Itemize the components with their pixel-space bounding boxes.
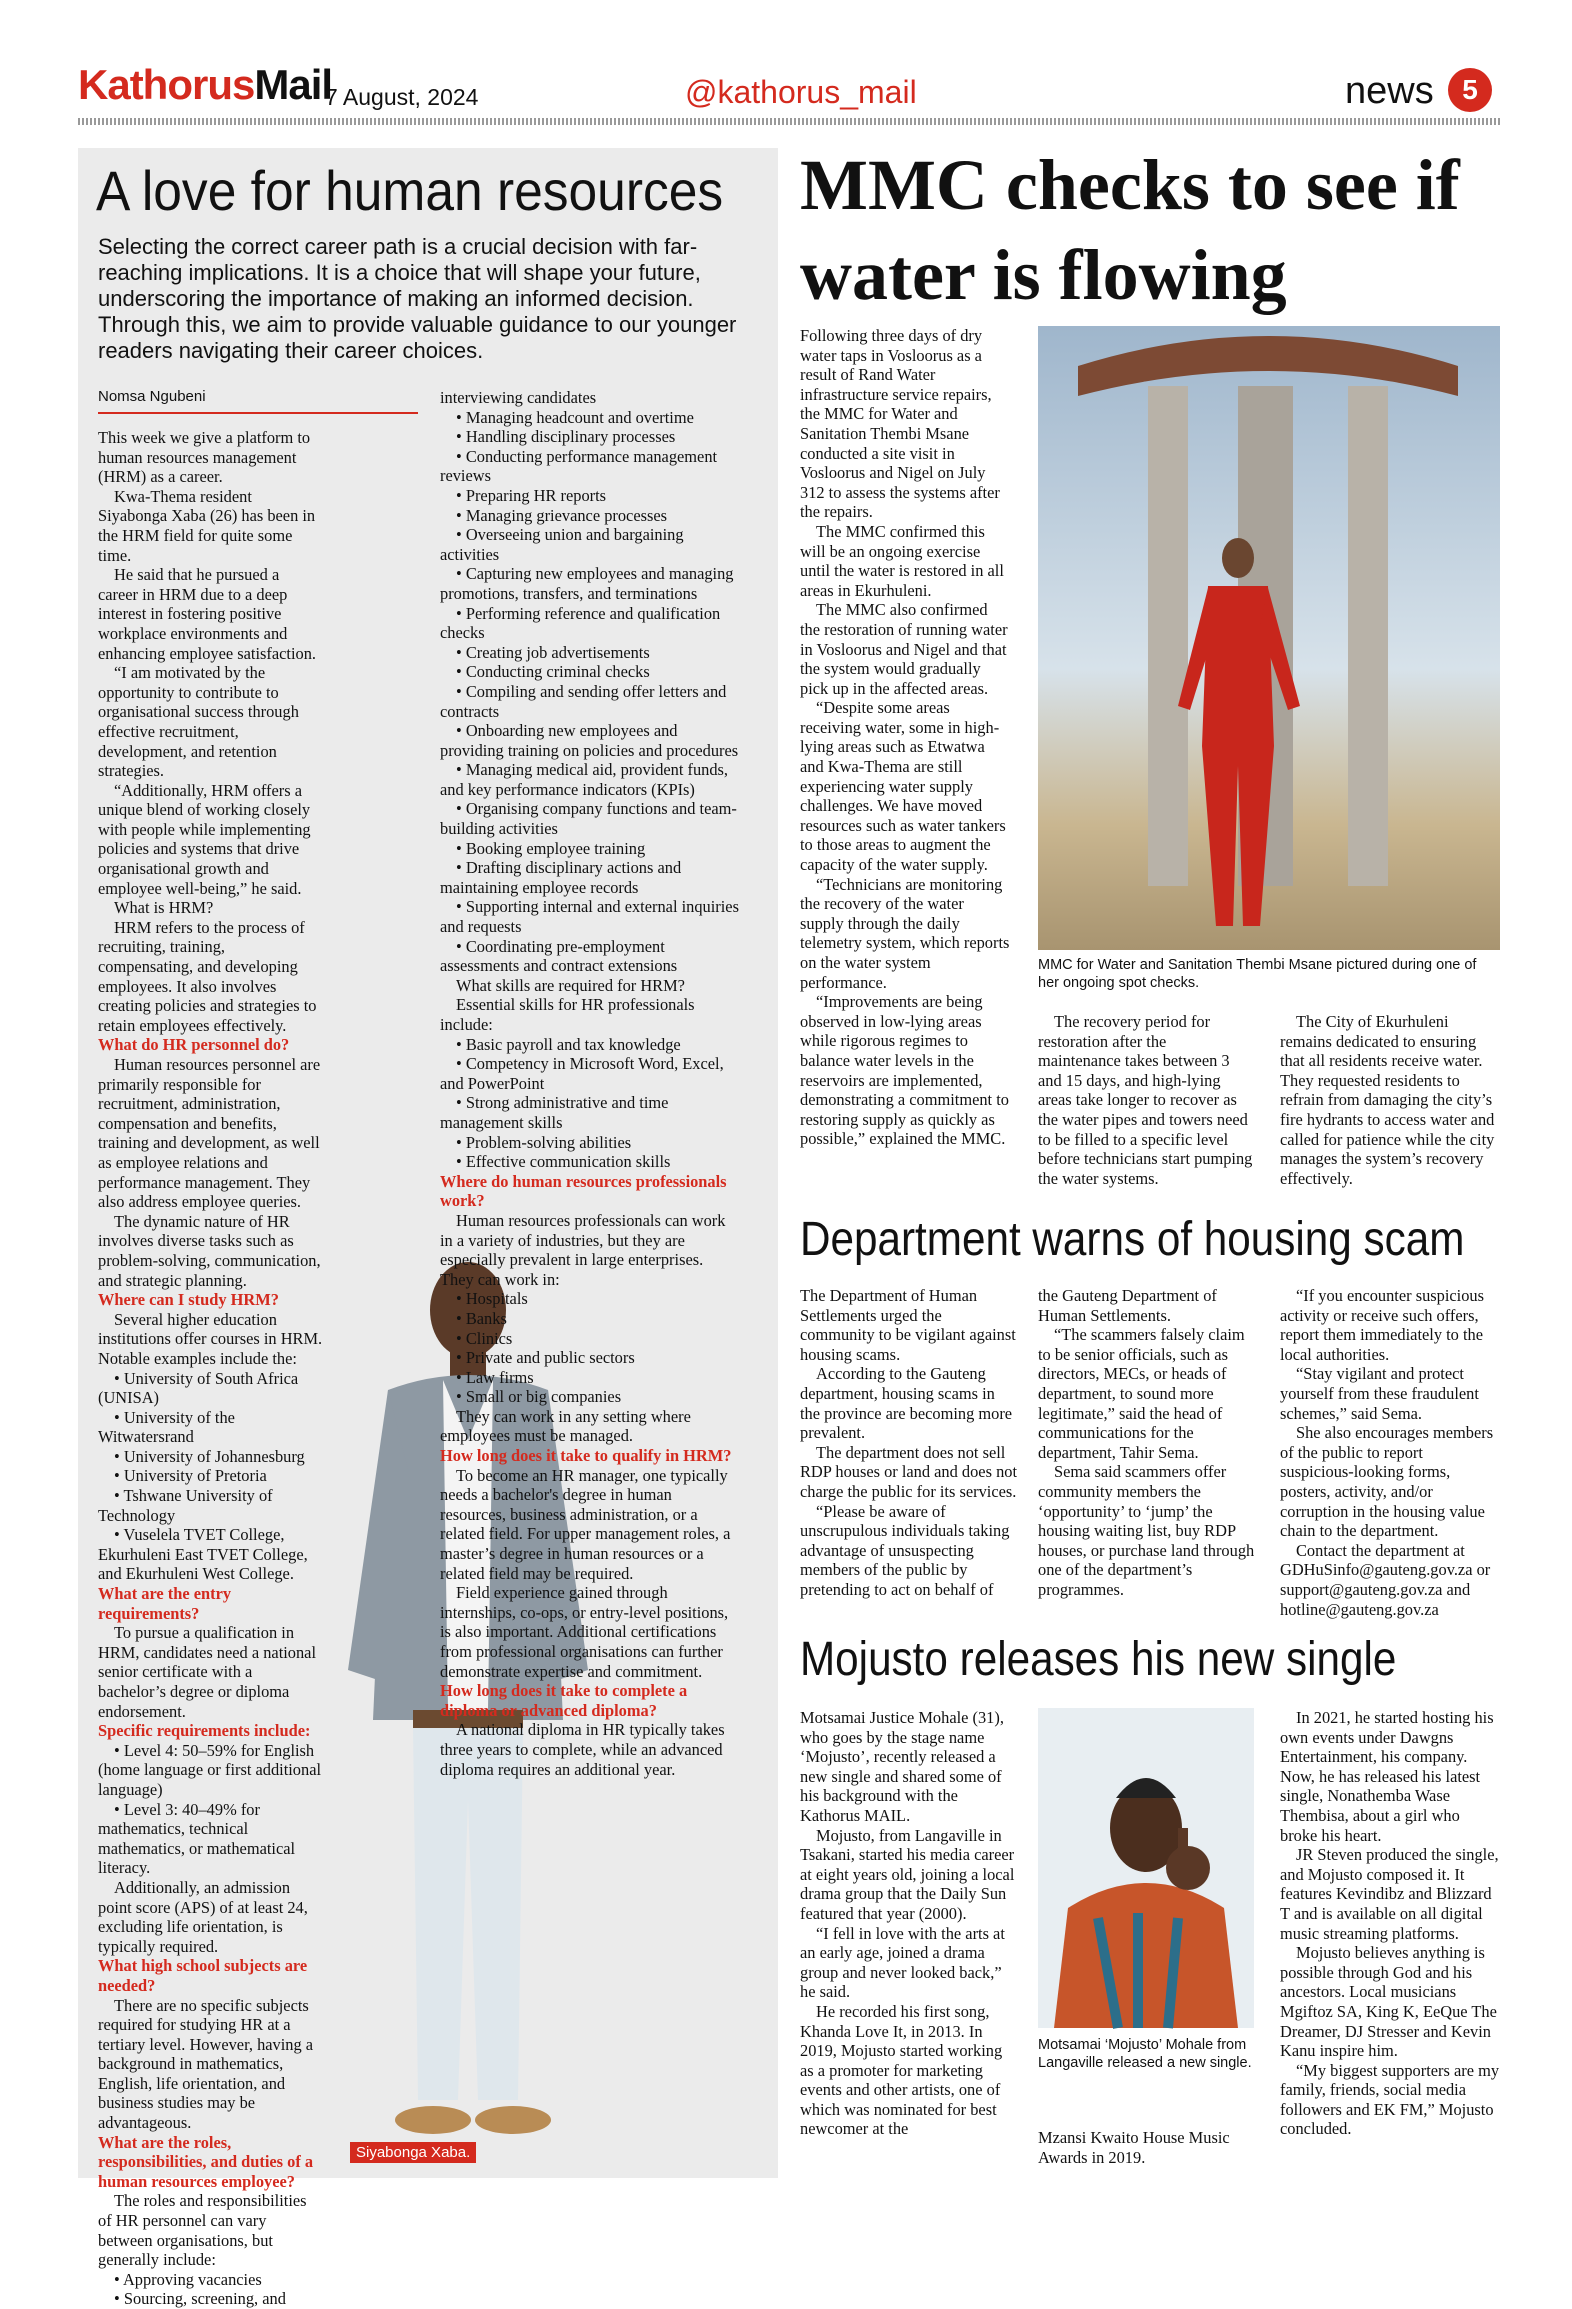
paragraph: This week we give a platform to human resources management (HRM) as a career. bbox=[98, 428, 311, 487]
paragraph: Human resources professionals can work in a variety of industries, but they are especially prevalent in large enterprises. They can work in: bbox=[440, 1210, 726, 1289]
housing-column-1 bbox=[800, 1286, 1018, 1600]
bullet-item: • Overseeing union and bargaining activities bbox=[440, 525, 740, 564]
paragraph: The MMC confirmed this will be an ongoing exercise until the water is restored in all areas in Ekurhuleni. bbox=[800, 521, 1004, 600]
bullet-item: • Managing headcount and overtime bbox=[440, 408, 740, 428]
mojusto-column-3 bbox=[1280, 1708, 1500, 2139]
paragraph: the Gauteng Department of Human Settlements. bbox=[1038, 1286, 1217, 1325]
paragraph: Additionally, an admission point score (APS) of at least 24, excluding life orientation, is typically required. bbox=[98, 1877, 308, 1956]
bullet-item: • Approving vacancies bbox=[98, 2270, 323, 2290]
paragraph: “I fell in love with the arts at an early age, joined a drama group and never looked back,” he said. bbox=[800, 1923, 1005, 2002]
bullet-item: • Coordinating pre-employment assessments and contract extensions bbox=[440, 937, 740, 976]
byline-rule bbox=[98, 412, 418, 414]
paragraph: The dynamic nature of HR involves diverse tasks such as problem-solving, communication, and strategic planning. bbox=[98, 1211, 321, 1290]
mojusto-photo-caption: Motsamai ‘Mojusto’ Mohale from Langaville released a new single. bbox=[1038, 2037, 1252, 2071]
page-number-badge: 5 bbox=[1448, 68, 1492, 112]
paragraph: What skills are required for HRM? bbox=[456, 975, 685, 995]
paragraph: The City of Ekurhuleni remains dedicated to ensuring that all residents receive water. They requested residents to refrain from damaging the city’s fire hydrants to access water and called for patience while the city manages the system’s recovery effectively. bbox=[1280, 1012, 1495, 1188]
subheading: How long does it take to qualify in HRM? bbox=[440, 1446, 732, 1466]
paragraph: The recovery period for restoration after the maintenance takes between 3 and 15 days, and high-lying areas take longer to recover as the water pipes and towers need to be filled to a specific level before technicians start pumping the water systems. bbox=[1038, 1012, 1253, 1188]
paragraph: Field experience gained through internships, co-ops, or entry-level positions, is also important. Additional certifications from professional organisations can further demonstrate expertise and commitment. bbox=[440, 1583, 729, 1681]
hr-byline: Nomsa Ngubeni bbox=[98, 388, 206, 405]
paragraph: He recorded his first song, Khanda Love It, in 2013. In 2019, Mojusto started working as a promoter for marketing events and other artists, one of which was nominated for best newcomer at the bbox=[800, 2001, 1003, 2139]
paragraph: Sema said scammers offer community members the ‘opportunity’ to ‘jump’ the housing waiting list, buy RDP houses, or purchase land through one of the department’s programmes. bbox=[1038, 1462, 1255, 1599]
logo-part-kathorus: Kathorus bbox=[78, 61, 255, 108]
mojusto-article-title: Mojusto releases his new single bbox=[800, 1633, 1397, 1686]
paragraph: Following three days of dry water taps in Vosloorus as a result of Rand Water infrastructure service repairs, the MMC for Water and Sanitation Thembi Msane conducted a site visit in Vosloorus and Nigel on July 312 to assess the systems after the repairs. bbox=[800, 326, 1000, 522]
issue-date: 7 August, 2024 bbox=[325, 84, 479, 110]
hr-photo-caption: Siyabonga Xaba. bbox=[350, 2142, 476, 2163]
subheading: What high school subjects are needed? bbox=[98, 1956, 308, 1995]
mojusto-photo bbox=[1038, 1708, 1254, 2028]
paragraph: “Despite some areas receiving water, some in high-lying areas such as Etwatwa and Kwa-Thema are still experiencing water supply challenges. We have moved resources such as water tankers to those areas to augment the capacity of the water supply. bbox=[800, 698, 1006, 875]
paragraph: To pursue a qualification in HRM, candidates need a national senior certificate with a bachelor’s degree or diploma endorsement. bbox=[98, 1623, 317, 1721]
paragraph: There are no specific subjects required for studying HR at a tertiary level. However, having a background in mathematics, English, life orientation, and business studies may be advantageous. bbox=[98, 1995, 314, 2133]
paragraph: JR Steven produced the single, and Mojusto composed it. It features Kevindibz and Blizzard T and is available on all digital music streaming platforms. bbox=[1280, 1845, 1499, 1943]
paragraph: The department does not sell RDP houses or land and does not charge the public for its services. bbox=[800, 1442, 1018, 1501]
bullet-item: • Tshwane University of Technology bbox=[98, 1486, 323, 1525]
subheading: What are the roles, responsibilities, and duties of a human resources employee? bbox=[98, 2132, 314, 2191]
paragraph: Essential skills for HR professionals include: bbox=[440, 995, 695, 1034]
paragraph: “If you encounter suspicious activity or receive such offers, report them immediately to the local authorities. bbox=[1280, 1286, 1484, 1364]
paragraph: “Improvements are being observed in low-lying areas while rigorous regimes to balance water levels in the reservoirs are implemented, demonstrating a commitment to restoring supply as quickly as possible,” explained the MMC. bbox=[800, 992, 1009, 1149]
housing-article-title: Department warns of housing scam bbox=[800, 1213, 1465, 1266]
bullet-item: • Private and public sectors bbox=[440, 1348, 740, 1368]
bullet-item: • Banks bbox=[440, 1309, 740, 1329]
bullet-item: • Drafting disciplinary actions and maintaining employee records bbox=[440, 858, 740, 897]
water-column-2 bbox=[1038, 1012, 1253, 1188]
paragraph: The Department of Human Settlements urged the community to be vigilant against housing scams. bbox=[800, 1286, 1016, 1364]
bullet-item: • Performing reference and qualification checks bbox=[440, 604, 740, 643]
paragraph: “My biggest supporters are my family, friends, social media followers and EK FM,” Mojusto concluded. bbox=[1280, 2060, 1500, 2139]
paragraph: Contact the department at GDHuSinfo@gauteng.gov.za or support@gauteng.gov.za and hotline@gauteng.gov.za bbox=[1280, 1540, 1491, 1619]
thembi-msane-photo bbox=[1038, 326, 1500, 950]
paragraph: HRM refers to the process of recruiting, training, compensating, and developing employees. It also involves creating policies and strategies to retain employees effectively. bbox=[98, 917, 317, 1035]
paragraph: “Additionally, HRM offers a unique blend of working closely with people while implementing policies and systems that drive organisational growth and employee well-being,” he said. bbox=[98, 780, 311, 898]
bullet-item: • Managing medical aid, provident funds, and key performance indicators (KPIs) bbox=[440, 760, 740, 799]
water-column-3 bbox=[1280, 1012, 1500, 1188]
masthead-logo bbox=[78, 61, 333, 108]
bullet-item: • Sourcing, screening, and bbox=[98, 2289, 323, 2309]
bullet-item: • Law firms bbox=[440, 1368, 740, 1388]
water-photo-caption: MMC for Water and Sanitation Thembi Msane pictured during one of her ongoing spot checks. bbox=[1038, 957, 1477, 991]
paragraph: Motsamai Justice Mohale (31), who goes by the stage name ‘Mojusto’, recently released a new single and shared some of his background with the Kathorus MAIL. bbox=[800, 1708, 1004, 1825]
paragraph: She also encourages members of the public to report suspicious-looking forms, posters, activity, and/or corruption in the housing value chain to the department. bbox=[1280, 1423, 1494, 1541]
bullet-item: • Competency in Microsoft Word, Excel, and PowerPoint bbox=[440, 1054, 740, 1093]
section-label: news bbox=[1345, 70, 1434, 112]
bullet-item: • Creating job advertisements bbox=[440, 643, 740, 663]
hr-article-title: A love for human resources bbox=[96, 159, 724, 222]
mojusto-column-1 bbox=[800, 1708, 1018, 2139]
paragraph: Human resources personnel are primarily responsible for recruitment, administration, compensation and benefits, training and development, as well as employee relations and performance management. They also address employee queries. bbox=[98, 1055, 321, 1212]
subheading: What do HR personnel do? bbox=[98, 1035, 290, 1055]
paragraph: According to the Gauteng department, housing scams in the province are becoming more prevalent. bbox=[800, 1364, 1013, 1443]
bullet-item: • Managing grievance processes bbox=[440, 506, 740, 526]
paragraph: Several higher education institutions offer courses in HRM. Notable examples include the: bbox=[98, 1309, 323, 1368]
paragraph: The roles and responsibilities of HR personnel can vary between organisations, but generally include: bbox=[98, 2191, 307, 2270]
subheading: How long does it take to complete a diploma or advanced diploma? bbox=[440, 1681, 688, 1720]
paragraph: The MMC also confirmed the restoration of running water in Vosloorus and Nigel and that the system would gradually pick up in the affected areas. bbox=[800, 600, 1008, 698]
hr-article-intro: Selecting the correct career path is a crucial decision with far-reaching implications. It is a choice that will shape your future, underscoring the importance of making an informed decision. Through this, we aim to provide valuable guidance to our younger readers navigating their career choices. bbox=[98, 234, 737, 363]
bullet-item: • Basic payroll and tax knowledge bbox=[440, 1035, 740, 1055]
bullet-item: • Problem-solving abilities bbox=[440, 1133, 740, 1153]
paragraph: They can work in any setting where employees must be managed. bbox=[440, 1406, 691, 1446]
bullet-item: • University of South Africa (UNISA) bbox=[98, 1369, 323, 1408]
water-column-1 bbox=[800, 326, 1010, 1149]
bullet-item: • Organising company functions and team-building activities bbox=[440, 799, 740, 838]
paragraph: In 2021, he started hosting his own events under Dawgns Entertainment, his company. Now, he has released his latest single, Nonathemba Wase Thembisa, about a girl who broke his heart. bbox=[1280, 1708, 1494, 1845]
paragraph: “I am motivated by the opportunity to contribute to organisational success through effective recruitment, development, and retention strategies. bbox=[98, 663, 299, 781]
bullet-item: • Level 4: 50–59% for English (home language or first additional language) bbox=[98, 1741, 323, 1800]
paragraph: interviewing candidates bbox=[440, 388, 597, 407]
bullet-item: • Compiling and sending offer letters and contracts bbox=[440, 682, 740, 721]
subheading: Where can I study HRM? bbox=[98, 1290, 279, 1310]
housing-column-3 bbox=[1280, 1286, 1500, 1619]
bullet-item: • Capturing new employees and managing promotions, transfers, and terminations bbox=[440, 564, 740, 603]
bullet-item: • Level 3: 40–49% for mathematics, technical mathematics, or mathematical literacy. bbox=[98, 1800, 323, 1878]
subheading: Specific requirements include: bbox=[98, 1721, 311, 1741]
bullet-item: • University of the Witwatersrand bbox=[98, 1408, 323, 1447]
paragraph: Kwa-Thema resident Siyabonga Xaba (26) has been in the HRM field for quite some time. bbox=[98, 486, 316, 565]
bullet-item: • Booking employee training bbox=[440, 839, 740, 859]
paragraph: He said that he pursued a career in HRM due to a deep interest in fostering positive workplace environments and enhancing employee satisfaction. bbox=[98, 565, 317, 663]
paragraph: “Technicians are monitoring the recovery of the water supply through the daily telemetry system, which reports on the water system performance. bbox=[800, 874, 1010, 992]
paragraph: “Please be aware of unscrupulous individuals taking advantage of unsuspecting members of the public by pretending to act on behalf of bbox=[800, 1501, 1010, 1599]
paragraph: “The scammers falsely claim to be senior officials, such as directors, MECs, or heads of department, to sound more legitimate,” said the head of communications for the department, Tahir Sema. bbox=[1038, 1325, 1245, 1462]
bullet-item: • Supporting internal and external inquiries and requests bbox=[440, 897, 740, 936]
bullet-item: • Vuselela TVET College, Ekurhuleni East TVET College, and Ekurhuleni West College. bbox=[98, 1525, 323, 1584]
bullet-item: • Effective communication skills bbox=[440, 1152, 740, 1172]
subheading: Where do human resources professionals work? bbox=[440, 1171, 727, 1211]
paragraph: What is HRM? bbox=[114, 898, 214, 918]
social-handle: @kathorus_mail bbox=[685, 74, 917, 110]
paragraph: Mojusto, from Langaville in Tsakani, started his media career at eight years old, joining a local drama group that the Daily Sun featured that year (2000). bbox=[800, 1825, 1015, 1923]
bullet-item: • Preparing HR reports bbox=[440, 486, 740, 506]
bullet-item: • Onboarding new employees and providing training on policies and procedures bbox=[440, 721, 740, 760]
mojusto-column-2-tail: Mzansi Kwaito House Music Awards in 2019. bbox=[1038, 2128, 1230, 2167]
hr-column-1 bbox=[98, 428, 323, 2309]
paragraph: To become an HR manager, one typically needs a bachelor's degree in human resources, business administration, or a related field. For upper management roles, a master’s degree in human resources or a related field may be required. bbox=[440, 1465, 731, 1583]
paragraph: “Stay vigilant and protect yourself from these fraudulent schemes,” said Sema. bbox=[1280, 1364, 1479, 1423]
subheading: What are the entry requirements? bbox=[98, 1584, 232, 1623]
bullet-item: • Handling disciplinary processes bbox=[440, 427, 740, 447]
bullet-item: • University of Johannesburg bbox=[98, 1447, 323, 1467]
bullet-item: • Clinics bbox=[440, 1329, 740, 1349]
paragraph: Mojusto believes anything is possible through God and his ancestors. Local musicians Mgiftoz SA, King K, EeQue The Dreamer, DJ Stresser and Kevin Kanu inspire him. bbox=[1280, 1943, 1497, 2061]
housing-column-2 bbox=[1038, 1286, 1258, 1600]
logo-part-mail: Mail bbox=[254, 61, 333, 108]
bullet-item: • Small or big companies bbox=[440, 1387, 740, 1407]
masthead-rule bbox=[78, 118, 1500, 125]
bullet-item: • Strong administrative and time management skills bbox=[440, 1093, 740, 1132]
water-article-title: MMC checks to see if water is flowing bbox=[800, 145, 1460, 315]
paragraph: A national diploma in HR typically takes three years to complete, while an advanced diploma requires an additional year. bbox=[440, 1720, 725, 1779]
hr-column-2 bbox=[440, 388, 740, 1779]
bullet-item: • Hospitals bbox=[440, 1289, 740, 1309]
bullet-item: • Conducting performance management reviews bbox=[440, 447, 740, 486]
bullet-item: • University of Pretoria bbox=[98, 1466, 323, 1486]
bullet-item: • Conducting criminal checks bbox=[440, 662, 740, 682]
